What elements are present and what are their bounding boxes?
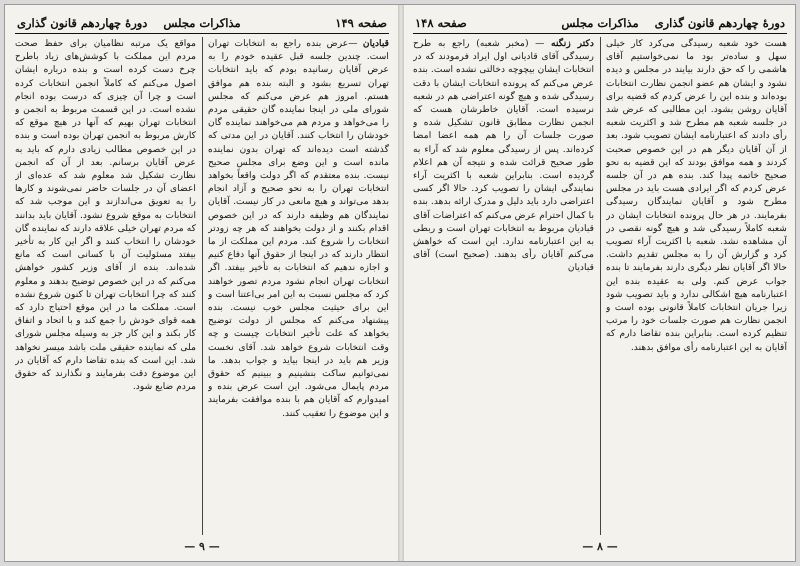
left-page bbox=[9, 11, 395, 555]
text-column-left bbox=[15, 37, 196, 535]
speech-text: — (مخبر شعبه) راجع به طرح رسیدگی آقای قادیانی اول ایراد فرمودند که در انتخابات ایشان بیچوچه دخالتی نشده است. بنده عرض می‌کنم که پرونده انتخابات ایشان با دقت رسیدگی شده و هیچ گونه اعتراضی هم در شعبه نرسیده است. آقایان خاطرشان هست که انجمن نظارت مطابق قانون تشکیل شده و صورت جلسات آن را هم همه اعضا امضا کرده‌اند. پس از رسیدگی معلوم شد که آراء به طور صحیح قرائت شده و نتیجه آن هم اعلام گردیده است. بنابراین شعبه با اکثریت آراء نمایندگی ایشان را تصویب کرد. حالا اگر کسی اعتراضی دارد باید دلیل و مدرک ارائه بدهد. بنده با کمال احترام عرض می‌کنم که اعتراضات آقای قبادیان مربوط به انتخابات تهران است و ربطی به این اعتبارنامه ندارد. این است که خواهش می‌کنم آقایان رأی بدهند. (صحیح است) آقای قبادیان bbox=[413, 38, 594, 274]
right-page bbox=[407, 11, 793, 555]
text-column-left bbox=[413, 37, 594, 535]
session-title: دورهٔ چهاردهم قانون گذاری bbox=[654, 16, 785, 30]
speech-text: مواقع یک مرتبه نظامیان برای حفظ صحت مردم این مملکت با کوشش‌های زیاد باطرح چرخ دست کرده است و بنده درباره ایشان اصول می‌کنم که کاملاً انجمن انتخابات کرده است و چرا آن چیزی که درست بوده انجام نشده است. در این قسمت مربوط به انجمن و انتخابات تهران بهیم که آنها در هیچ موقع که کارش مربوط به انجمن تهران بوده است و بنده در این خصوص مطالب زیادی دارم که باید به عرض آقایان برسانم. بعد از آن که انجمن نظارت تشکیل شد معلوم شد که عده‌ای از اعضای آن در جلسات حاضر نمی‌شوند و کارها را به تعویق می‌اندازند و این موجب شد که انتخابات به موقع شروع نشود. آقایان باید بدانند که مردم تهران خیلی علاقه دارند که نماینده گان خودشان را انتخاب کنند و اگر این کار به تأخیر بیفتد مسئولیت آن با کسانی است که مانع شده‌اند. بنده از آقای وزیر کشور خواهش می‌کنم که در این خصوص توضیح بدهند و معلوم کنند که چرا انتخابات تهران تا کنون شروع نشده است. مملکت ما در این موقع احتیاج دارد که همه قوای خودش را جمع کند و با اتحاد و اتفاق کار بکند و این کار جز به وسیله مجلس شورای ملی که نماینده حقیقی ملت باشد میسر نخواهد شد. این است که بنده تقاضا دارم که آقایان در این موضوع دقت بفرمایند و نگذارند که حقوق مردم ضایع شود. bbox=[15, 38, 196, 393]
text-column-right bbox=[208, 37, 389, 535]
column-divider bbox=[600, 37, 601, 535]
paragraph bbox=[413, 37, 594, 275]
paragraph bbox=[208, 37, 389, 420]
text-columns bbox=[15, 37, 389, 535]
speech-text: هست خود شعبه رسیدگی می‌کرد کار خیلی سهل و ساده‌تر بود ما نمی‌خواستیم آقای هاشمی را که حق دارند بیایند در مجلس و دیده نشود و ایشان هم عضو انجمن نظارت انتخابات بوده‌اند و بنده این را عرض کردم که قضیه برای آقایان روشن بشود. این مطالبی که عرض شد در جلسه شعبه هم مطرح شد و اکثریت شعبه رأی دادند که اعتبارنامه ایشان تصویب شود. بعد از آن آقایان دیگر هم در این خصوص صحبت کردند و همه موافق بودند که این قضیه به نحو صحیح خاتمه پیدا کند. بنده هم در آن جلسه عرض کردم که اگر ایرادی هست باید در مجلس مطرح شود و آقایان نمایندگان رسیدگی بفرمایند. در هر حال پرونده انتخابات ایشان در شعبه کاملاً رسیدگی شد و هیچ گونه نقصی در آن مشاهده نشد. شعبه با اکثریت آراء تصویب کرد و گزارش آن را به مجلس تقدیم داشت. حالا اگر آقایان نظر دیگری دارند بفرمایند تا بنده جواب عرض کنم. ولی به عقیده بنده این اعتبارنامه هیچ اشکالی ندارد و باید تصویب شود زیرا جریان انتخابات کاملاً قانونی بوده است و انجمن نظارت هم صورت جلسات خود را مرتب تنظیم کرده است. بنابراین بنده تقاضا دارم که آقایان به این اعتبارنامه رأی موافق بدهند. bbox=[606, 38, 787, 353]
speech-text: —عرض بنده راجع به انتخابات تهران است. چندین جلسه قبل عقیده خودم را به عرض آقایان رسانیده بودم که باید انتخابات تهران تسریع بشود و البته بنده هم موافق هستم. امروز هم عرض می‌کنم که مجلس شورای ملی در اینجا نماینده گان حقیقی مردم را می‌خواهد و مردم هم می‌خواهند نماینده گان خودشان را انتخاب کنند. آقایان در این مدتی که گذشته است دیده‌اند که تهران بدون نماینده مانده است و این وضع برای مجلس صحیح نیست. بنده معتقدم که اگر دولت واقعاً بخواهد انتخابات تهران را به نحو صحیح و آزاد انجام بدهد می‌تواند و هیچ مانعی در کار نیست. آقایان نمایندگان هم وظیفه دارند که در این خصوص اقدام بکنند و از دولت بخواهند که هر چه زودتر انتخابات را شروع کند. مردم این مملکت از ما انتظار دارند که در اینجا از حقوق آنها دفاع کنیم و اجازه ندهیم که انتخابات به تأخیر بیفتد. اگر انتخابات تهران انجام نشود مردم تصور خواهند کرد که مجلس نسبت به این امر بی‌اعتنا است و این برای حیثیت مجلس خوب نیست. بنده پیشنهاد می‌کنم که مجلس از دولت توضیح بخواهد که علت تأخیر انتخابات چیست و چه وقت انتخابات شروع خواهد شد. آقای نخست وزیر هم باید در اینجا بیاید و جواب بدهد. ما نمی‌توانیم ساکت بنشینیم و ببینیم که حقوق مردم پایمال می‌شود. این است عرض بنده و امیدوارم که آقایان هم با بنده موافقت بفرمایند و این موضوع را تعقیب کنند. bbox=[208, 38, 389, 419]
book-spread bbox=[4, 4, 796, 562]
page-gutter bbox=[398, 5, 404, 561]
journal-title: مذاکرات مجلس bbox=[561, 16, 639, 30]
paragraph bbox=[15, 37, 196, 393]
running-head bbox=[413, 13, 787, 34]
speaker-name: دکتر زنگنه bbox=[551, 38, 594, 49]
text-columns bbox=[413, 37, 787, 535]
page-number-label: صفحه ۱۴۹ bbox=[335, 16, 387, 30]
speaker-name: قبادیان bbox=[362, 38, 389, 49]
journal-title: مذاکرات مجلس bbox=[163, 16, 241, 30]
folio: — ۹ — bbox=[184, 540, 220, 553]
text-column-right bbox=[606, 37, 787, 535]
folio: — ۸ — bbox=[582, 540, 618, 553]
running-head bbox=[15, 13, 389, 34]
paragraph bbox=[606, 37, 787, 354]
page-number-label: صفحه ۱۴۸ bbox=[415, 16, 467, 30]
session-title: دورهٔ چهاردهم قانون گذاری bbox=[17, 16, 148, 30]
column-divider bbox=[202, 37, 203, 535]
